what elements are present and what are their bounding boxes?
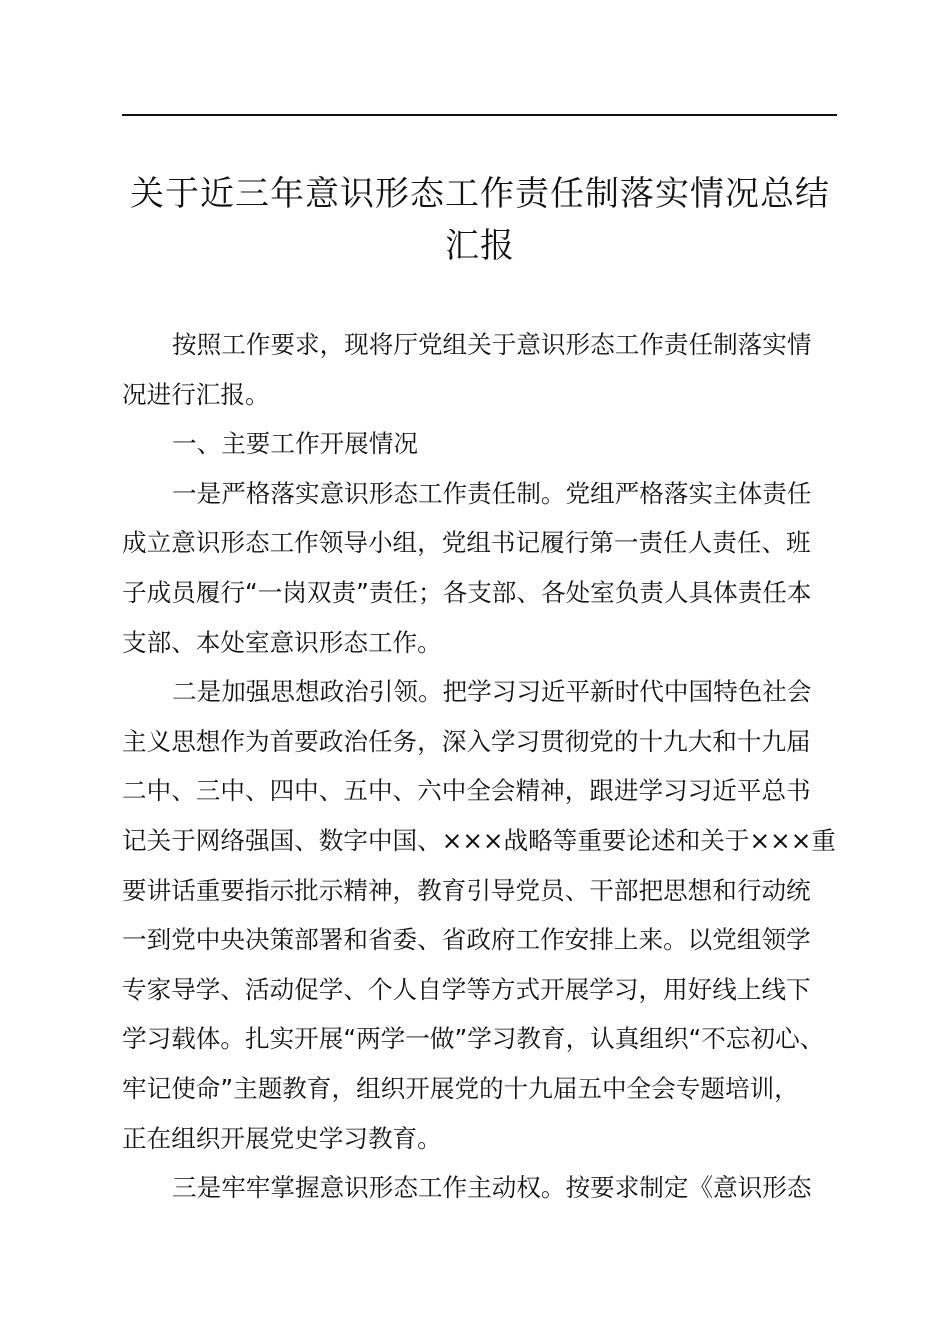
paragraph-2-line-10: 正在组织开展党史学习教育。 (122, 1123, 442, 1153)
title-line-1: 关于近三年意识形态工作责任制落实情况总结 (130, 174, 830, 214)
document-body (122, 320, 838, 1213)
paragraph-1-line-2: 成立意识形态工作领导小组，党组书记履行第一责任人责任、班 (122, 528, 811, 558)
paragraph-2-line-9: 牢记使命”主题教育，组织开展党的十九届五中全会专题培训， (122, 1073, 799, 1103)
paragraph-2-line-8: 学习载体。扎实开展“两学一做”学习教育，认真组织“不忘初心、 (122, 1024, 825, 1054)
document-title (120, 168, 840, 272)
paragraph-2-line-4: 记关于网络强国、数字中国、×××战略等重要论述和关于×××重 (122, 825, 836, 855)
paragraph-2-line-7: 专家导学、活动促学、个人自学等方式开展学习，用好线上线下 (122, 974, 811, 1004)
section-heading: 一、主要工作开展情况 (172, 429, 418, 459)
paragraph-3-line-1: 三是牢牢掌握意识形态工作主动权。按要求制定《意识形态 (172, 1173, 812, 1203)
paragraph-intro-line-1: 按照工作要求，现将厅党组关于意识形态工作责任制落实情 (172, 330, 812, 359)
paragraph-intro-line-2: 况进行汇报。 (122, 379, 270, 409)
paragraph-1-line-3: 子成员履行“一岗双责”责任；各支部、各处室负责人具体责任本 (122, 577, 812, 607)
paragraph-2-line-2: 主义思想作为首要政治任务，深入学习贯彻党的十九大和十九届 (122, 726, 811, 756)
paragraph-2-line-1: 二是加强思想政治引领。把学习习近平新时代中国特色社会 (172, 677, 812, 707)
header-rule (122, 114, 837, 116)
paragraph-1-line-4: 支部、本处室意识形态工作。 (122, 627, 442, 657)
paragraph-2-line-3: 二中、三中、四中、五中、六中全会精神，跟进学习习近平总书 (122, 776, 811, 806)
paragraph-2-line-6: 一到党中央决策部署和省委、省政府工作安排上来。以党组领学 (122, 925, 811, 955)
paragraph-1-line-1: 一是严格落实意识形态工作责任制。党组严格落实主体责任 (172, 478, 812, 508)
title-line-2: 汇报 (445, 226, 515, 266)
paragraph-2-line-5: 要讲话重要指示批示精神，教育引导党员、干部把思想和行动统 (122, 875, 811, 905)
